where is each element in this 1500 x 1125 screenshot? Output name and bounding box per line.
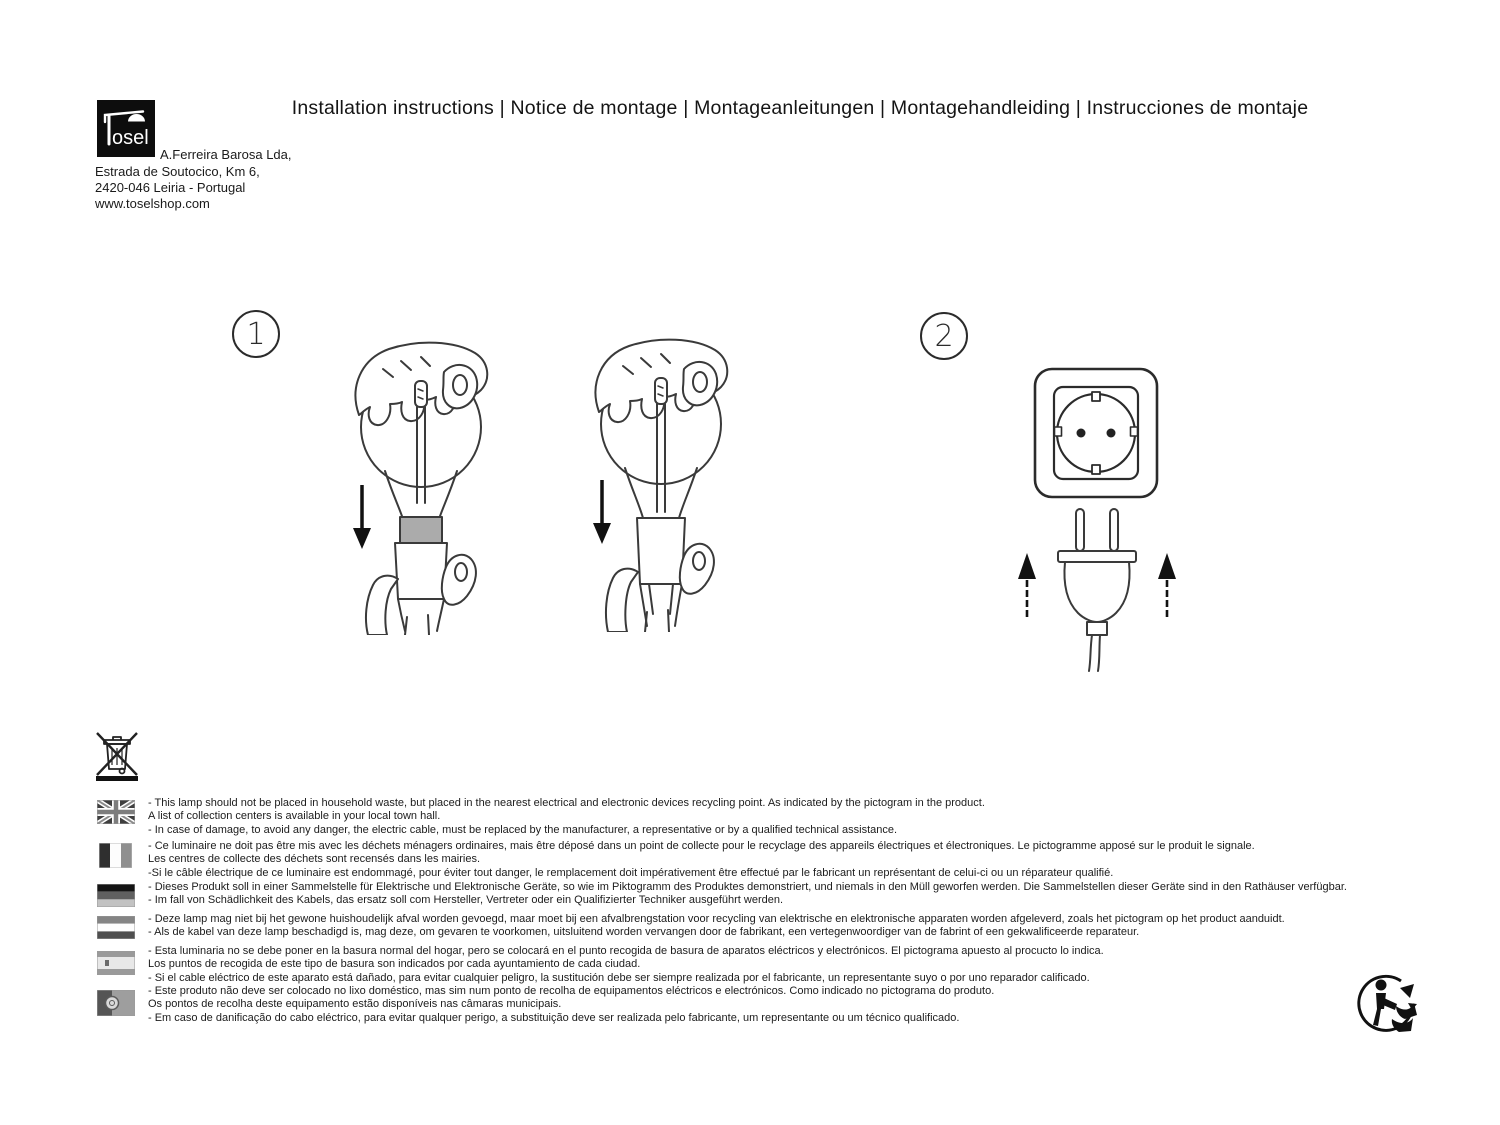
step-2-label: 2 [934, 318, 954, 354]
de-line-1: - Dieses Produkt soll in einer Sammelstelle für Elektrische und Elektronische Geräte, so wie im Piktogramm des Produktes demonstriert, und niemals in den Müll geworfen werden. Die Sammelstellen dieser Geräte sind in den Rathäuser verfügbar. [148, 881, 1347, 893]
bulb-insertion-illustration-2 [583, 332, 763, 632]
up-arrow-icon [1018, 553, 1036, 617]
company-website: www.toselshop.com [95, 196, 210, 211]
triman-recycling-icon [1356, 974, 1420, 1040]
en-line-2: A list of collection centers is available in your local town hall. [148, 810, 441, 823]
plug-illustration [1008, 505, 1188, 675]
pt-line-3: - Em caso de danificação do cabo eléctrico, para evitar qualquer perigo, a substituição deve ser realizada pelo fabricante, um representante ou um técnico qualificado. [148, 1011, 960, 1024]
up-arrow-icon [1158, 553, 1176, 617]
es-line-3: - Si el cable eléctrico de este aparato está dañado, para evitar cualquier peligro, la sustitución debe ser siempre realizada por el fabricante, un representante suyo o por uno reparador calificado. [148, 971, 1090, 984]
step-2-number [920, 312, 968, 360]
wall-socket-illustration [1032, 366, 1160, 500]
page-title: Installation instructions | Notice de montage | Montageanleitungen | Montagehandleiding | Instrucciones de montaje [291, 97, 1309, 119]
tosel-logo-icon [97, 100, 155, 157]
fr-line-3: -Si le câble électrique de ce luminaire est endommagé, pour éviter tout danger, le remplacement doit impérativement être effectué par le fabricant un représentant de celui-ci ou un réparateur qualifié. [148, 866, 1114, 879]
es-line-2: Los puntos de recogida de este tipo de basura son indicados por cada ayuntamiento de cada ciudad. [148, 958, 641, 971]
company-name: A.Ferreira Barosa Lda, [160, 147, 292, 162]
portugal-flag-icon [97, 990, 135, 1016]
company-address-line1: Estrada de Soutocico, Km 6, [95, 164, 260, 179]
step-1-number [232, 310, 280, 358]
crossed-out-wheelie-bin-icon [95, 731, 139, 781]
tosel-logo [97, 100, 155, 157]
germany-flag-icon [97, 884, 135, 907]
pt-line-2: Os pontos de recolha deste equipamento estão disponíveis nas câmaras municipais. [148, 998, 562, 1011]
netherlands-flag-icon [97, 916, 135, 939]
es-line-1: - Esta luminaria no se debe poner en la basura normal del hogar, pero se colocará en el punto recogida de basura de aparatos eléctricos y electrónicos. El pictograma apuesto al procucto lo indica. [148, 945, 1104, 957]
france-flag-icon [99, 843, 137, 868]
en-line-3: - In case of damage, to avoid any danger, the electric cable, must be replaced by the manufacturer, a representative or by a qualified technical assistance. [148, 823, 898, 836]
fr-line-2: Les centres de collecte des déchets sont recensés dans les mairies. [148, 853, 481, 866]
fr-line-1: - Ce luminaire ne doit pas être mis avec les déchets ménagers ordinaires, mais être déposé dans un point de collecte pour le recyclage des appareils électriques et électroniques. Le pictogramme apposé sur le produit le signale. [148, 840, 1255, 852]
spain-flag-icon [97, 951, 135, 975]
step-1-label: 1 [246, 316, 266, 352]
nl-line-2: - Als de kabel van deze lamp beschadigd is, mag deze, om gevaren te voorkomen, uitsluitend worden vervangen door de fabrikant, een vertegenwoordiger van de fabrint of een gekwalificeerde reparateur. [148, 926, 1140, 939]
down-arrow-icon [353, 485, 371, 549]
bulb-insertion-illustration-1 [343, 335, 523, 635]
de-line-2: - Im fall von Schädlichkeit des Kabels, das ersatz soll com Hersteller, Vertreter oder ein Qualifizierter Techniker ausgeführt werden. [148, 894, 784, 907]
uk-flag-icon [97, 800, 135, 824]
en-line-1: - This lamp should not be placed in household waste, but placed in the nearest electrical and electronic devices recycling point. As indicated by the pictogram in the product. [148, 797, 985, 809]
down-arrow-icon [593, 480, 611, 544]
company-address-line2: 2420-046 Leiria - Portugal [95, 180, 246, 195]
nl-line-1: - Deze lamp mag niet bij het gewone huishoudelijk afval worden gevoegd, maar moet bij een afvalbrengstation voor recycling van elektrische en elektronische apparaten worden afgeleverd, zoals het pictogram op het product aanduidt. [148, 913, 1285, 925]
pt-line-1: - Este produto não deve ser colocado no lixo doméstico, mas sim num ponto de recolha de equipamentos eléctricos e electrónicos. Como indicado no pictograma do produto. [148, 985, 995, 997]
logo-text: osel [112, 127, 149, 149]
